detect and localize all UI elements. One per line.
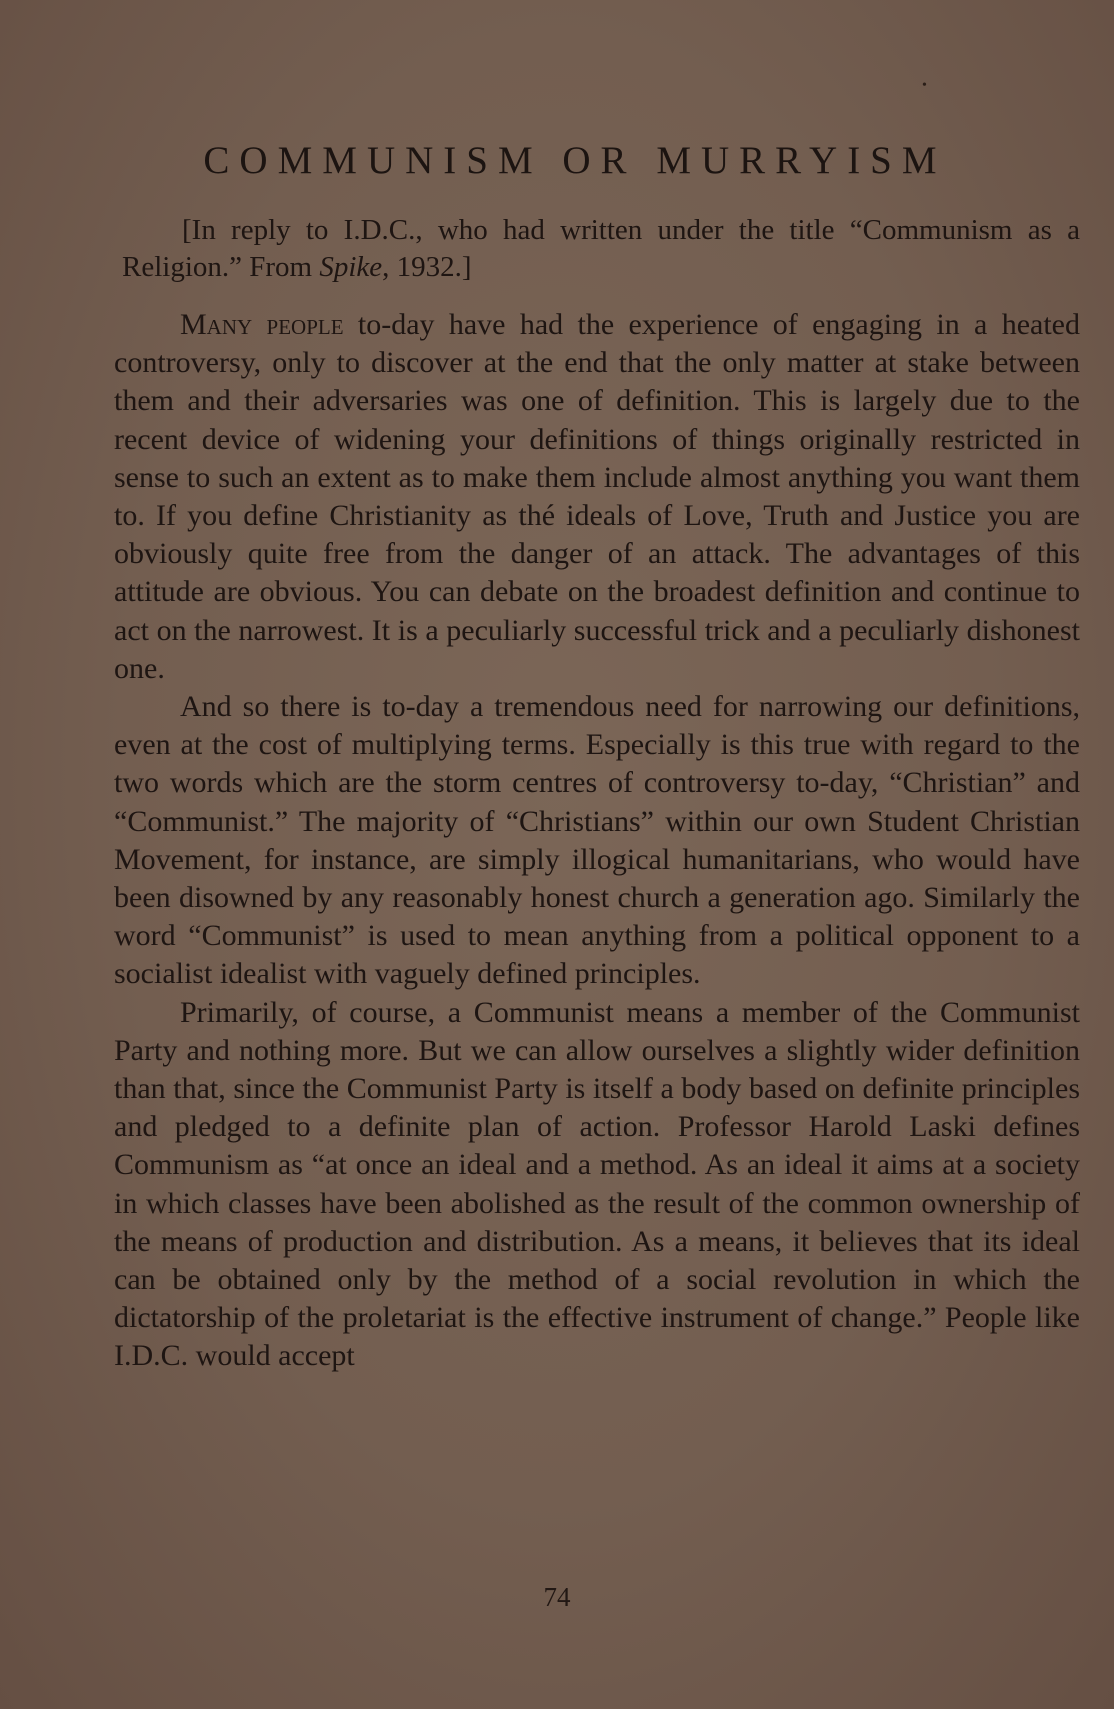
page-title: COMMUNISM OR MURRYISM bbox=[203, 139, 947, 182]
paragraph-text: to-day have had the experience of engaging in a heated controversy, only to discover at the end that the only matter at stake between them and their adversaries was one of definition. This is largely due to the recent device of widening your definitions of things originally restricted in sense to such an extent as to make them include almost anything you want them to. If you define Christianity as thé ideals of Love, Truth and Justice you are obviously quite free from the danger of an attack. The advantages of this attitude are obvious. You can debate on the broadest definition and continue to act on the narrowest. It is a peculiarly successful trick and a peculiarly dishonest one. bbox=[114, 308, 1080, 685]
intro-date: , 1932.] bbox=[382, 251, 472, 283]
publication-name: Spike bbox=[319, 251, 383, 283]
paragraph-lead: Many people bbox=[180, 308, 344, 341]
body-text bbox=[114, 306, 1080, 1376]
paragraph-2 bbox=[114, 688, 1080, 994]
paragraph-text: Primarily, of course, a Communist means a member of the Communist Party and nothing more. But we can allow ourselves a slightly wider definition than that, since the Communist Party is itself a body based on definite principles and pledged to a definite plan of action. Professor Harold Laski defines Communism as “at once an ideal and a method. As an ideal it aims at a society in which classes have been abolished as the result of the common ownership of the means of production and distribution. As a means, it believes that its ideal can be obtained only by the method of a social revolution in which the dictatorship of the proletariat is the effective instrument of change.” People like I.D.C. would accept bbox=[114, 995, 1080, 1373]
ink-speck-mark: • bbox=[922, 78, 927, 93]
intro-text: [In reply to I.D.C., who had written under the title “Communism as a Religion.” From bbox=[122, 214, 1080, 283]
paragraph-text: And so there is to-day a tremendous need for narrowing our definitions, even at the cost of multiplying terms. Especially is this true with regard to the two words which are the storm centres of controversy to-day, “Christian” and “Communist.” The majority of “Christians” within our own Student Christian Movement, for instance, are simply illogical humanitarians, who would have been disowned by any reasonably honest church a generation ago. Similarly the word “Communist” is used to mean anything from a political opponent to a socialist idealist with vaguely defined principles. bbox=[114, 690, 1080, 991]
intro-note bbox=[122, 212, 1080, 286]
paragraph-1 bbox=[114, 306, 1080, 688]
paragraph-3 bbox=[114, 994, 1080, 1376]
page-number: 74 bbox=[543, 1582, 571, 1612]
